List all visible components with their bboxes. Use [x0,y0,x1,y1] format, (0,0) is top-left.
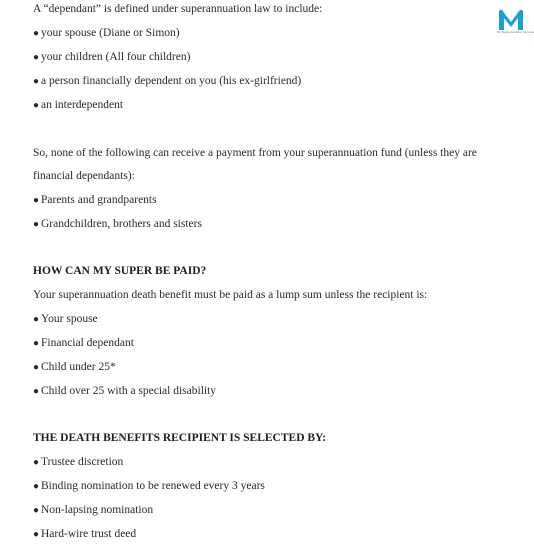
bullet-icon: ● [33,338,40,349]
list-item: ● a person financially dependent on you (his ex-girlfriend) [33,75,302,87]
paragraph-line: So, none of the following can receive a payment from your superannuation fund (unless they are [33,147,477,159]
list-item: ● Child over 25 with a special disability [33,385,217,397]
bullet-icon: ● [33,76,40,87]
list-item: ● Financial dependant [33,337,134,349]
list-item: ● Parents and grandparents [33,194,157,206]
bullet-icon: ● [33,100,40,111]
list-item: ● Your spouse [33,313,98,325]
bullet-icon: ● [33,52,40,63]
bullet-icon: ● [33,362,40,373]
list-item: ● Grandchildren, brothers and sisters [33,218,202,230]
bullet-icon: ● [33,195,40,206]
list-item: ● your children (All four children) [33,51,191,63]
list-item: ● Trustee discretion [33,456,124,468]
bullet-icon: ● [33,529,40,540]
list-item: ● Non-lapsing nomination [33,504,154,516]
paragraph-line: Your superannuation death benefit must be paid as a lump sum unless the recipient is: [33,289,428,301]
bullet-icon: ● [33,314,40,325]
list-item: ● Binding nomination to be renewed every 3 years [33,480,265,492]
paragraph-line: financial dependants): [33,170,135,182]
bullet-icon: ● [33,457,40,468]
bullet-icon: ● [33,386,40,397]
bullet-icon: ● [33,219,40,230]
section-heading: THE DEATH BENEFITS RECIPIENT IS SELECTED BY: [33,432,327,444]
list-item: ● Child under 25* [33,361,116,373]
section-heading: HOW CAN MY SUPER BE PAID? [33,265,207,277]
logo-caption: My Superannuation Services [497,31,534,34]
list-item: ● Hard-wire trust deed [33,528,137,540]
bullet-icon: ● [33,481,40,492]
intro-text: A “dependant” is defined under superannuation law to include: [33,3,323,15]
list-item: ● your spouse (Diane or Simon) [33,27,180,39]
bullet-icon: ● [33,28,40,39]
list-item: ● an interdependent [33,99,124,111]
bullet-icon: ● [33,505,40,516]
